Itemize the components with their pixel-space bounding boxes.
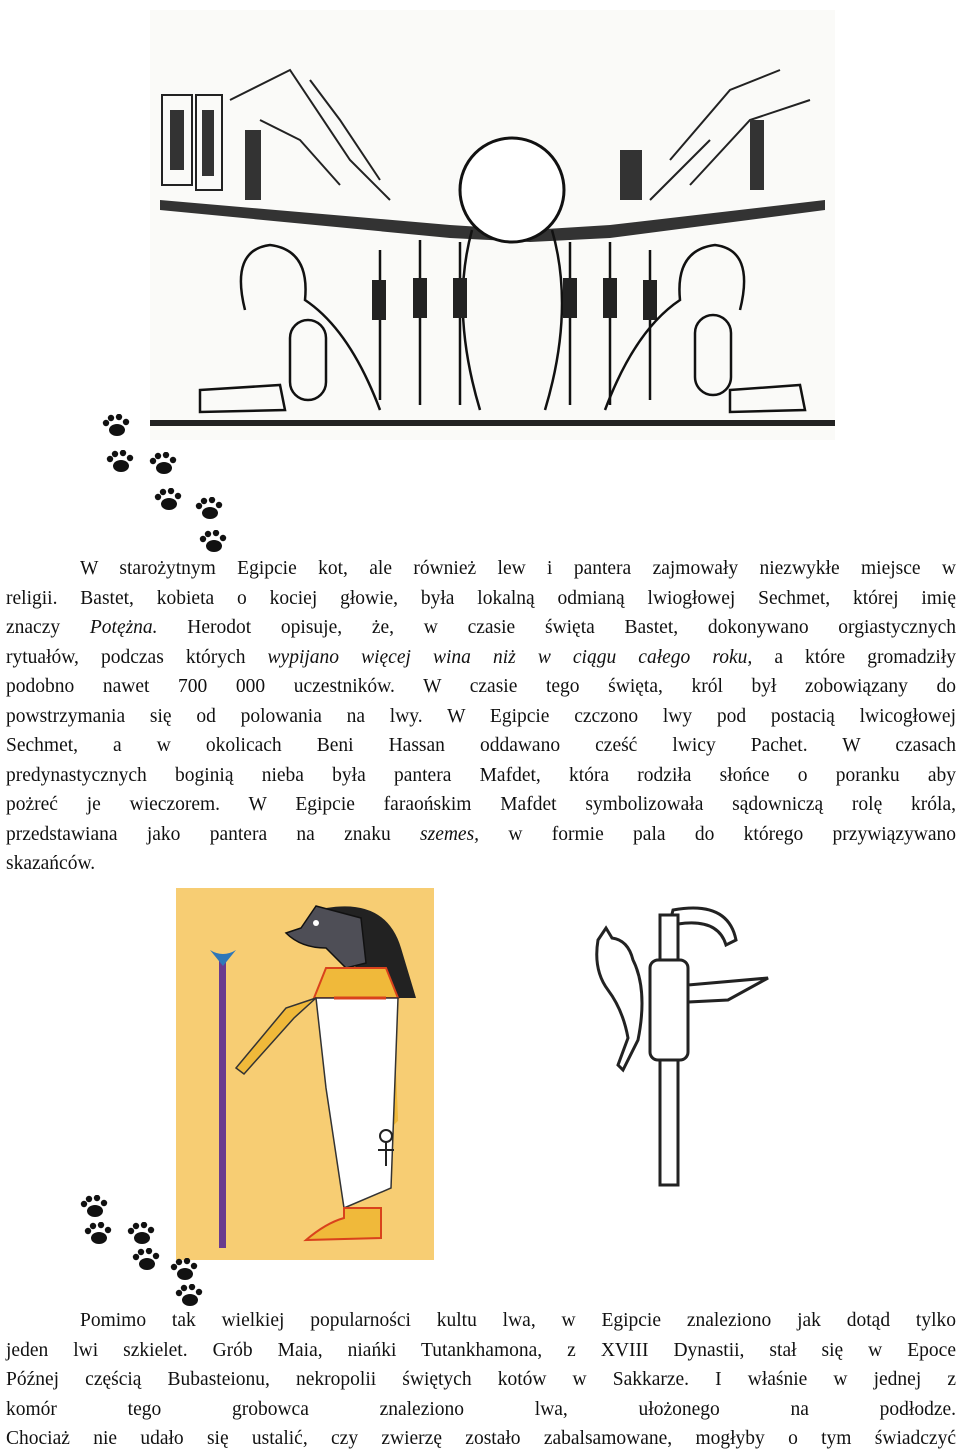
paw-print-icon <box>125 1222 155 1248</box>
text-span: w formie pala do którego przywiązywano <box>479 823 956 845</box>
text-span: a które gromadziły <box>752 646 957 668</box>
text-line: W starożytnym Egipcie kot, ale również lew i pantera zajmowały niezwykłe miejsce w <box>80 558 956 579</box>
paw-print-icon <box>147 452 177 478</box>
szemes-standard-illustration <box>578 900 792 1190</box>
emphasis: szemes, <box>420 823 480 845</box>
text-line: Późnej częścią Bubasteionu, nekropolii świętych kotów w Sakkarze. I właśnie w jednej z <box>6 1369 956 1390</box>
text-line: Pomimo tak wielkiej popularności kultu lwa, w Egipcie znaleziono jak dotąd tylko <box>80 1310 956 1331</box>
text-line <box>6 613 956 643</box>
paw-print-icon <box>78 1195 108 1221</box>
paragraph-lion-skeleton <box>6 1306 956 1454</box>
paw-print-icon <box>197 530 227 556</box>
paw-print-icon <box>104 450 134 476</box>
paw-print-icon <box>82 1222 112 1248</box>
text-line: komór tego grobowca znaleziono lwa, ułożonego na podłodze. <box>6 1398 956 1420</box>
text-line <box>6 820 956 850</box>
text-line: jeden lwi szkielet. Grób Maia, niańki Tutankhamona, z XVIII Dynastii, stał się w Epoce <box>6 1339 956 1361</box>
text-line <box>6 643 956 673</box>
text-line: predynastycznych boginią nieba była pantera Mafdet, która rodziła słońce o poranku aby <box>6 764 956 786</box>
paw-print-icon <box>193 497 223 523</box>
paw-print-icon <box>168 1258 198 1284</box>
text-span: Herodot opisuje, że, w czasie święta Bastet, dokonywano orgiastycznych <box>157 617 956 638</box>
paw-print-icon <box>100 414 130 440</box>
text-span: przedstawiana jako pantera na znaku <box>6 823 421 845</box>
text-line: religii. Bastet, kobieta o kociej głowie, była lokalną odmianą lwiogłowej Sechmet, której imię <box>6 587 956 609</box>
paw-print-icon <box>130 1248 160 1274</box>
egyptian-lion-sky-illustration <box>150 10 835 440</box>
text-line: pożreć je wieczorem. W Egipcie faraońskim Mafdet symbolizowała sądowniczą rolę króla, <box>6 794 956 815</box>
bastet-goddess-illustration <box>176 888 434 1260</box>
text-line: Chociaż nie udało się ustalić, czy zwierzę zostało zabalsamowane, mogłyby o tym świadczyć <box>6 1428 956 1449</box>
paw-print-icon <box>152 488 182 514</box>
text-line: podobno nawet 700 000 uczestników. W czasie tego święta, król był zobowiązany do <box>6 676 956 697</box>
text-line: powstrzymania się od polowania na lwy. W Egipcie czczono lwy pod postacią lwicogłowej <box>6 705 956 727</box>
text-span: znaczy <box>6 617 90 638</box>
emphasis: Potężna. <box>89 617 158 638</box>
text-span: rytuałów, podczas których <box>6 646 268 668</box>
paragraph-bastet <box>6 554 956 879</box>
emphasis: wypijano więcej wina niż w ciągu całego roku, <box>267 646 753 668</box>
text-line: skazańców. <box>6 853 96 874</box>
text-line: Sechmet, a w okolicach Beni Hassan oddawano cześć lwicy Pachet. W czasach <box>6 735 956 756</box>
